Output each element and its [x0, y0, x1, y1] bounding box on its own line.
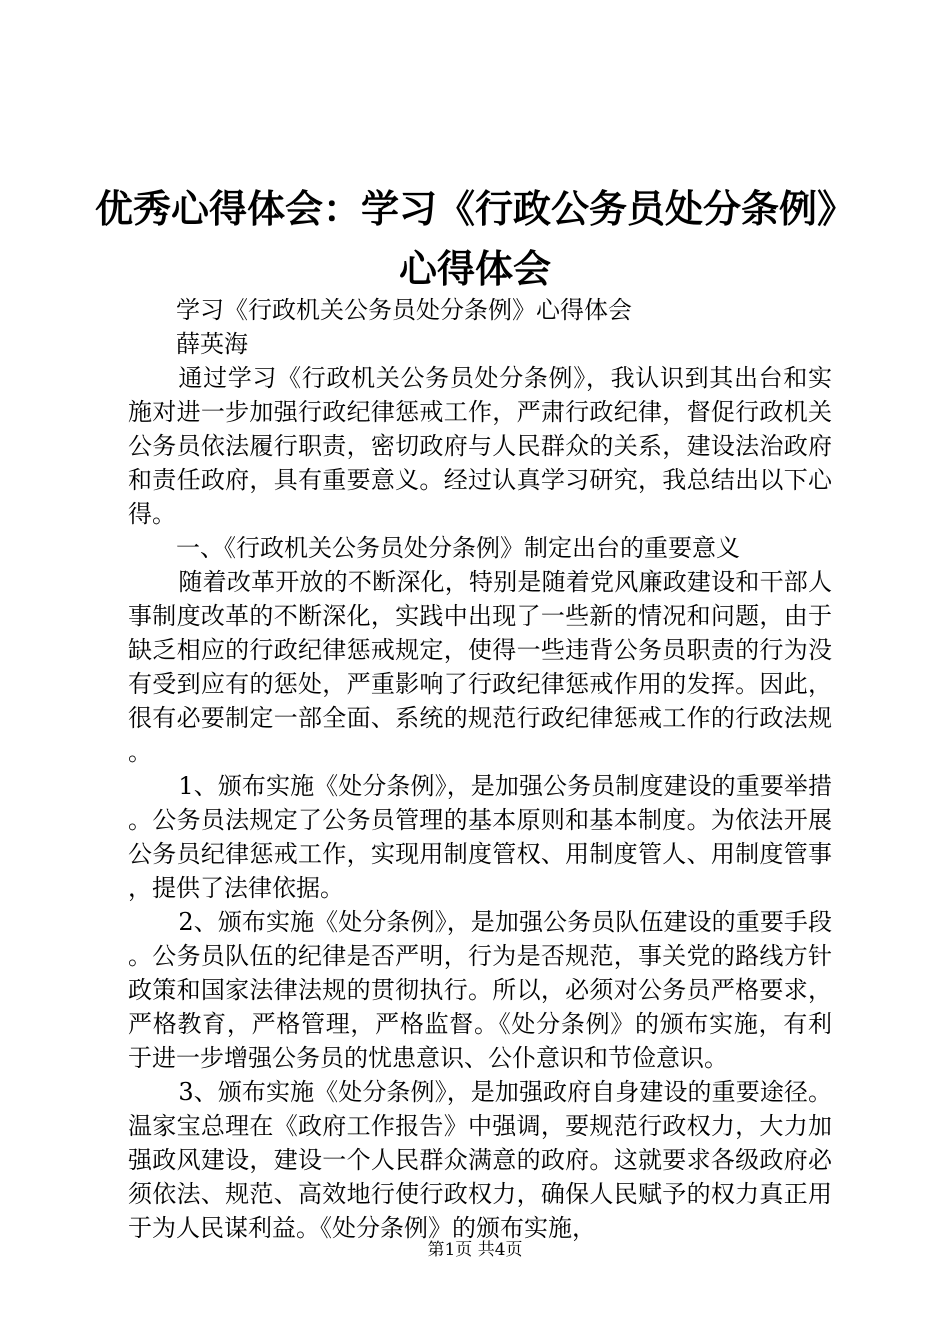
paragraph-author: 薛英海	[176, 330, 248, 358]
paragraph-subtitle: 学习《行政机关公务员处分条例》心得体会	[176, 296, 632, 324]
section-heading-1: 一、《行政机关公务员处分条例》制定出台的重要意义	[176, 534, 740, 562]
document-title-line-2: 心得体会	[398, 246, 551, 291]
paragraph-point-3: 3、颁布实施《处分条例》，是加强政府自身建设的重要途径。温家宝总理在《政府工作报告》中强调，要规范行政权力，大力加强政风建设，建设一个人民群众满意的政府。这就要求各级政府必须依法、规范、高效地行使行政权力，确保人民赋予的权力真正用于为人民谋利益。《处分条例》的颁布实施，	[128, 1078, 832, 1242]
page-footer: 第1页 共4页	[427, 1240, 523, 1260]
document-title-line-1: 优秀心得体会：学习《行政公务员处分条例》	[94, 186, 855, 231]
paragraph-intro: 通过学习《行政机关公务员处分条例》，我认识到其出台和实施对进一步加强行政纪律惩戒工作，严肃行政纪律，督促行政机关公务员依法履行职责，密切政府与人民群众的关系，建设法治政府和责任政府，具有重要意义。经过认真学习研究，我总结出以下心得。	[128, 364, 832, 528]
paragraph-point-1: 1、颁布实施《处分条例》，是加强公务员制度建设的重要举措。公务员法规定了公务员管理的基本原则和基本制度。为依法开展公务员纪律惩戒工作，实现用制度管权、用制度管人、用制度管事，提供了法律依据。	[128, 772, 832, 902]
paragraph-background: 随着改革开放的不断深化，特别是随着党风廉政建设和干部人事制度改革的不断深化，实践中出现了一些新的情况和问题，由于缺乏相应的行政纪律惩戒规定，使得一些违背公务员职责的行为没有受到应有的惩处，严重影响了行政纪律惩戒作用的发挥。因此，很有必要制定一部全面、系统的规范行政纪律惩戒工作的行政法规。	[128, 568, 832, 766]
document-body	[128, 293, 832, 1245]
paragraph-point-2: 2、颁布实施《处分条例》，是加强公务员队伍建设的重要手段。公务员队伍的纪律是否严明，行为是否规范，事关党的路线方针政策和国家法律法规的贯彻执行。所以，必须对公务员严格要求，严格教育，严格管理，严格监督。《处分条例》的颁布实施，有利于进一步增强公务员的忧患意识、公仆意识和节俭意识。	[128, 908, 832, 1072]
